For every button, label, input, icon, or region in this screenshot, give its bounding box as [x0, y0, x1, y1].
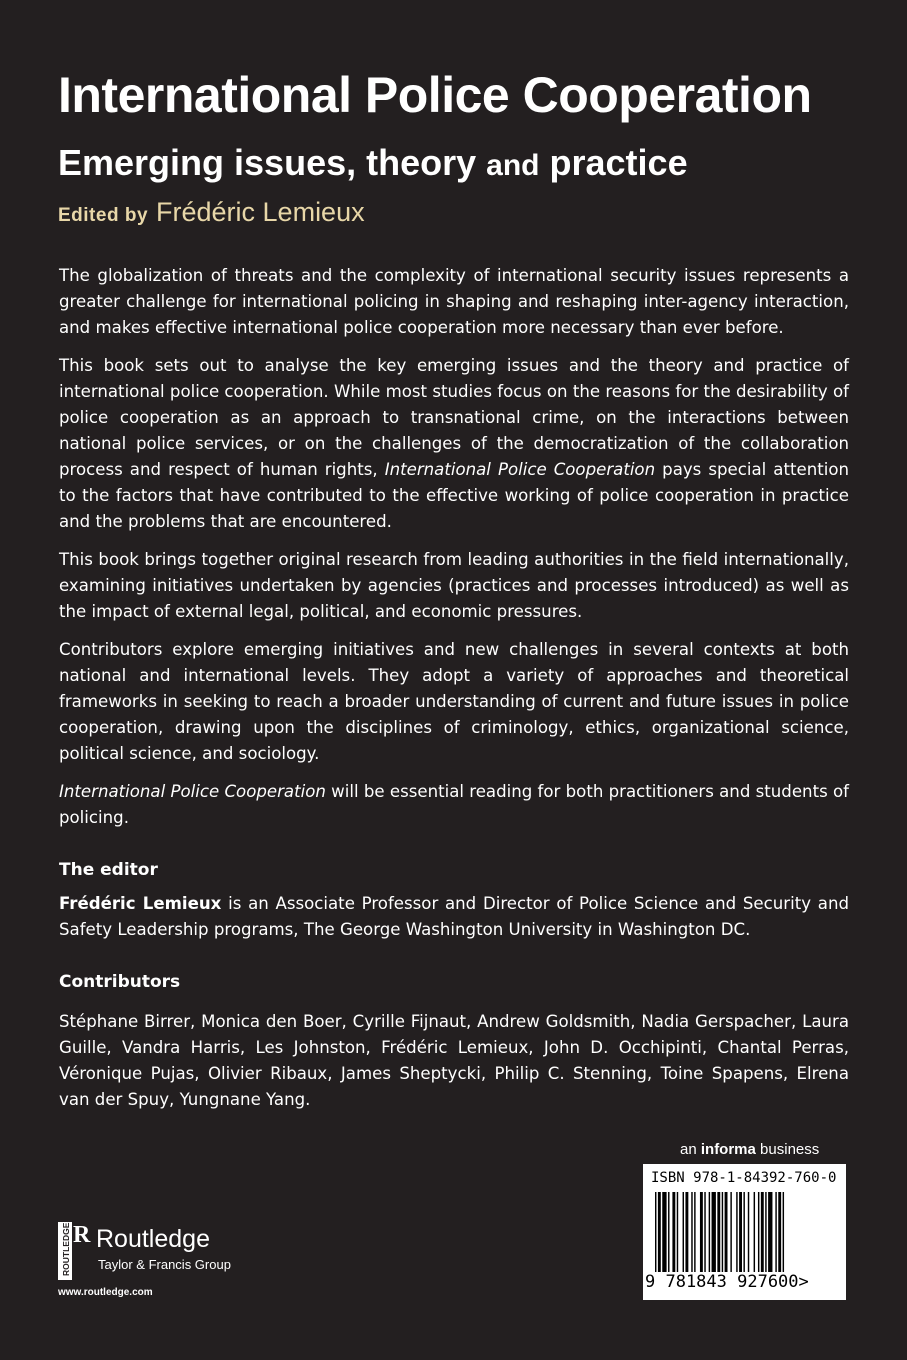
barcode-bar [725, 1192, 728, 1272]
barcode-bar [662, 1192, 666, 1272]
paragraph-2-part-a: This book sets out to analyse the key emerging issues and the theory and practice of international police cooperation. While most studies focus on the reasons for the desirability of police cooperation as an approach to transnational crime, on the interactions between national police services, or on the challenges of the democratization of the collaboration process and respect of human rights, [59, 356, 849, 479]
isbn-text: ISBN 978-1-84392-760-0 [651, 1170, 837, 1186]
routledge-r-letter: R [73, 1222, 91, 1248]
barcode-bar [754, 1192, 755, 1272]
subtitle-and: and [486, 149, 540, 182]
paragraph-5-text: will be essential reading for both practitioners and students of policing. [59, 782, 849, 827]
barcode-bar [694, 1192, 695, 1272]
isbn-barcode-box [643, 1164, 846, 1300]
editor-bio-name: Frédéric Lemieux [59, 894, 222, 913]
paragraph-5 [59, 779, 849, 831]
blurb-body [59, 263, 849, 1125]
book-subtitle [58, 142, 688, 184]
routledge-logo [58, 1222, 238, 1280]
barcode-bar [761, 1192, 764, 1272]
routledge-vertical-wordmark: ROUTLEDGE [61, 1222, 71, 1276]
informa-business-tagline [680, 1141, 819, 1158]
barcode-bar [748, 1192, 749, 1272]
paragraph-3: This book brings together original research from leading authorities in the field internationally, examining initiatives undertaken by agencies (practices and processes introduced) as well as the impact of external legal, political, and economic pressures. [59, 550, 849, 621]
barcode-bar [783, 1192, 784, 1272]
barcode-bar [677, 1192, 678, 1272]
editor-name-header: Frédéric Lemieux [156, 197, 365, 227]
barcode-bar [655, 1192, 656, 1272]
paragraph-5-book-title: International Police Cooperation [59, 782, 326, 801]
barcode-bar [730, 1192, 731, 1272]
paragraph-2-part-b: pays special attention to the factors that have contributed to the effective working of police cooperation in practice and the problems that are encountered. [59, 460, 849, 531]
contributors-list: Stéphane Birrer, Monica den Boer, Cyrille Fijnaut, Andrew Goldsmith, Nadia Gerspacher, Laura Guille, Vandra Harris, Les Johnston, Frédéric Lemieux, John D. Occhipinti, Chantal Perras, Véronique Pujas, Olivier Ribaux, James Sheptycki, Philip C. Stenning, Toine Spapens, Elrena van der Spuy, Yungnane Yang. [59, 1012, 849, 1109]
barcode-bar [668, 1192, 669, 1272]
paragraph-2-book-title: International Police Cooperation [384, 460, 656, 479]
publisher-group: Taylor & Francis Group [98, 1257, 231, 1272]
edited-by-line [58, 197, 365, 228]
barcode-bar [739, 1192, 742, 1272]
barcode-digits: 9 781843 927600> [645, 1272, 809, 1292]
contributors-heading: Contributors [59, 972, 181, 992]
edited-by-label: Edited by [58, 205, 149, 226]
barcode-bar [768, 1192, 772, 1272]
barcode-bar [765, 1192, 766, 1272]
barcode-bar [717, 1192, 720, 1272]
barcode-bar [736, 1192, 737, 1272]
barcode-bar [709, 1192, 710, 1272]
barcode-bar [758, 1192, 759, 1272]
informa-brand: informa [700, 1141, 756, 1158]
barcode-bar [691, 1192, 692, 1272]
book-title: International Police Cooperation [58, 67, 812, 123]
barcode-bar [685, 1192, 688, 1272]
barcode-bar [672, 1192, 675, 1272]
paragraph-4: Contributors explore emerging initiatives and new challenges in several contexts at both national and international levels. They adopt a variety of approaches and theoretical frameworks in seeking to reach a broader understanding of current and future issues in police cooperation, drawing upon the disciplines of criminology, ethics, organizational science, political science, and sociology. [59, 640, 849, 763]
editor-bio [59, 891, 849, 943]
barcode-bar [712, 1192, 716, 1272]
barcode-bar [683, 1192, 684, 1272]
paragraph-1: The globalization of threats and the complexity of international security issues represents a greater challenge for international policing in shaping and reshaping inter-agency interaction, and makes effective international police cooperation more necessary than ever before. [59, 266, 849, 337]
barcode-bar [704, 1192, 705, 1272]
barcode-bar [743, 1192, 744, 1272]
editor-heading: The editor [59, 860, 158, 880]
barcode-bar [700, 1192, 703, 1272]
subtitle-end: practice [549, 142, 688, 183]
routledge-wordmark: Routledge [96, 1225, 210, 1253]
publisher-url: www.routledge.com [58, 1287, 153, 1298]
informa-pre: an [680, 1141, 697, 1158]
barcode-bar [778, 1192, 781, 1272]
barcode-bars [655, 1192, 835, 1272]
informa-post: business [760, 1141, 820, 1158]
editor-bio-text: is an Associate Professor and Director of Police Science and Security and Safety Leadership programs, The George Washington University in Washington DC. [59, 894, 849, 939]
barcode-bar [775, 1192, 776, 1272]
barcode-bar [658, 1192, 661, 1272]
routledge-mark-icon [58, 1222, 91, 1280]
subtitle-main: Emerging issues, theory [58, 142, 477, 183]
barcode-bar [722, 1192, 723, 1272]
paragraph-2 [59, 353, 849, 535]
